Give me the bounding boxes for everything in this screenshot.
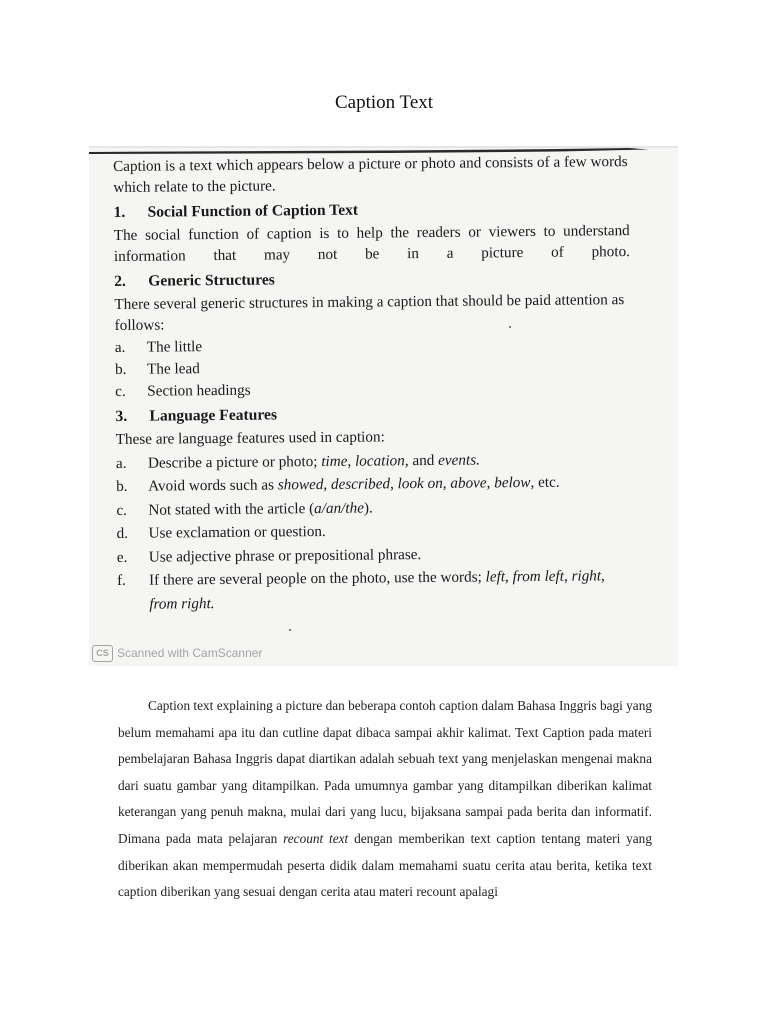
list-item-text: The lead [146,360,200,378]
page-title: Caption Text [334,92,434,113]
list-item-text: Section headings [147,381,251,400]
section-heading-social-function [113,197,629,223]
list-item-text: The little [146,338,203,356]
list-marker: c. [115,382,126,400]
italic-term: from right. [149,594,215,613]
italic-term: from left [512,567,565,586]
scan-speck [289,629,291,631]
section-number: 2. [114,272,126,290]
generic-structures-text: There several generic structures in making a caption that should be paid attention as follows: [114,291,625,334]
list-marker: a. [114,338,126,356]
italic-term: above [450,474,487,492]
italic-term: a/an/the [314,499,364,517]
section-number: 3. [115,407,128,425]
list-marker: f. [116,571,127,589]
camscanner-watermark [92,644,262,662]
italic-term: events. [438,450,480,469]
list-item [117,565,633,591]
section-title: Generic Structures [148,271,275,290]
list-item [116,495,632,521]
italic-term: below [494,474,531,492]
body-paragraph: Caption text explaining a picture dan beberapa contoh caption dalam Bahasa Inggris bagi yang belum memahami apa itu dan cutline dapat dibaca sampai akhir kalimat. Text Caption pada materi pembelajaran Bahasa Inggris dapat diartikan adalah sebuah text yang menjelaskan mengenai makna dari suatu gambar yang ditampilkan. Pada umumnya gambar yang ditampilkan diberikan kalimat keterangan yang penuh makna, mulai dari yang lucu, bijaksana sampai pada berita dan informatif. Dimana pada mata pelajaran recount text dengan memberikan text caption tentang materi yang diberikan akan mempermudah peserta didik dalam memahami suatu cerita atau berita, ketika text caption diberikan yang sesuai dengan cerita atau materi recount apalagi [118,698,653,900]
list-marker: a. [115,454,127,472]
list-marker: e. [116,548,128,566]
list-item-text: If there are several people on the photo, use the words; left, from left, right, [148,567,605,589]
section-title: Social Function of Caption Text [147,201,359,221]
italic-term: described [330,475,391,493]
scan-speck [509,326,511,328]
list-item-text: Use exclamation or question. [148,522,326,542]
watermark-text: Scanned with CamScanner [117,646,263,660]
list-item [117,518,633,544]
list-item-continuation [117,589,633,615]
list-item [116,471,632,497]
list-marker: b. [116,477,128,495]
intro-text: Caption is a text which appears below a picture or photo and consists of a few words which relate to the picture. [113,153,628,196]
list-item [116,448,632,474]
list-item-text: Use adjective phrase or prepositional phrase. [148,545,422,566]
list-item-text: Avoid words such as showed, described, look on, above, below, etc. [148,473,560,495]
italic-term: right [571,567,602,585]
list-marker: b. [114,360,127,378]
list-marker: c. [116,501,128,519]
scan-content [113,151,633,614]
italic-term: showed [277,475,324,494]
list-item [115,376,631,402]
italic-term: recount text [283,830,349,846]
italic-term: location [354,451,405,470]
camscanner-logo-icon: CS [92,645,113,662]
list-item-text: Describe a picture or photo; time, location, and events. [147,450,480,472]
italic-term: look on [397,474,443,493]
scanned-page-image [89,146,678,666]
section-number: 1. [113,203,126,221]
section-heading-generic-structures [114,266,630,292]
italic-term: time [321,452,348,470]
list-item-text: Not stated with the article (a/an/the). [148,499,373,519]
section-title: Language Features [149,406,278,425]
social-function-text: The social function of caption is to help the readers or viewers to understand information that may not be in a picture of photo. [113,222,631,265]
italic-term: left [485,568,506,586]
section-heading-language-features [115,401,631,427]
list-marker: d. [116,524,129,542]
language-features-text: These are language features used in caption: [115,428,385,448]
list-item [117,542,633,568]
